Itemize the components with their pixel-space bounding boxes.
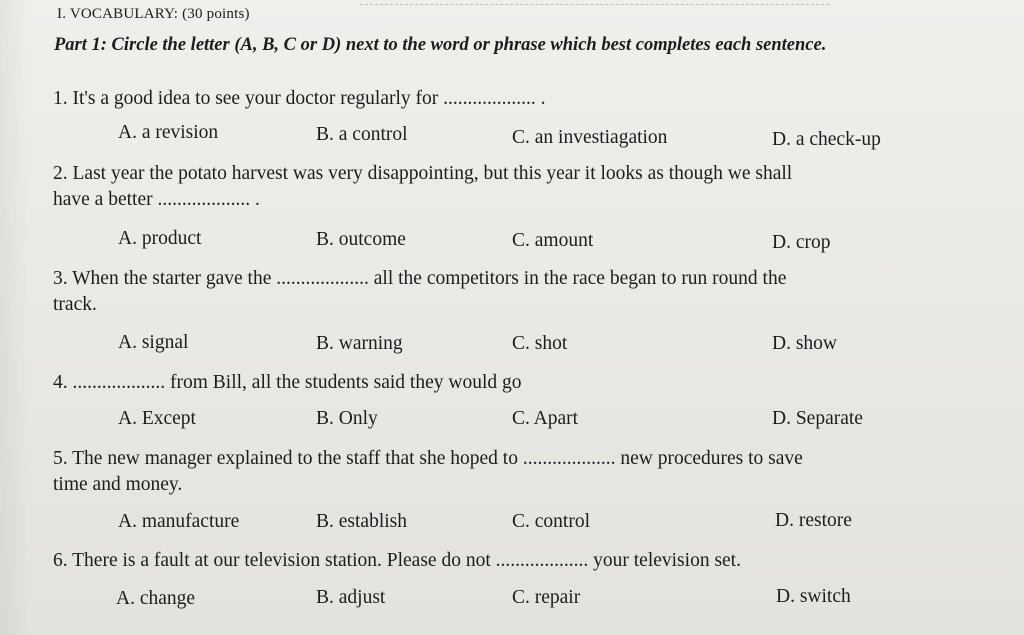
question-6-line-1: 6. There is a fault at our television station. Please do not ................... your television set. <box>53 550 741 571</box>
q2-option-b[interactable]: B. outcome <box>316 229 406 250</box>
question-6 <box>53 548 983 574</box>
q6-option-c[interactable]: C. repair <box>512 587 581 608</box>
question-3-line-1: 3. When the starter gave the ................... all the competitors in the race began to run round the <box>53 268 787 289</box>
question-4 <box>53 370 983 396</box>
question-5-line-2: time and money. <box>53 474 183 495</box>
q3-option-d[interactable]: D. show <box>772 333 838 354</box>
q3-option-c[interactable]: C. shot <box>512 333 568 354</box>
q6-option-b[interactable]: B. adjust <box>316 587 386 608</box>
q5-option-c[interactable]: C. control <box>512 511 590 532</box>
q4-option-d[interactable]: D. Separate <box>772 408 863 429</box>
q3-option-b[interactable]: B. warning <box>316 333 403 354</box>
question-2 <box>53 161 983 213</box>
q2-option-c[interactable]: C. amount <box>512 230 594 251</box>
q1-option-d[interactable]: D. a check-up <box>772 129 881 150</box>
q5-option-b[interactable]: B. establish <box>316 511 407 532</box>
question-4-line-1: 4. ................... from Bill, all the students said they would go <box>53 372 522 393</box>
q2-option-a[interactable]: A. product <box>118 228 202 249</box>
q5-option-d[interactable]: D. restore <box>775 510 852 531</box>
question-5 <box>53 446 983 498</box>
section-title: I. VOCABULARY: (30 points) <box>57 6 250 22</box>
question-3-line-2: track. <box>53 294 97 315</box>
q4-option-c[interactable]: C. Apart <box>512 408 579 429</box>
question-5-line-1: 5. The new manager explained to the staff that she hoped to ................... new procedures to save <box>53 448 803 469</box>
question-1-line-1: 1. It's a good idea to see your doctor regularly for ................... . <box>53 88 546 109</box>
q6-option-a[interactable]: A. change <box>116 588 196 609</box>
q6-option-d[interactable]: D. switch <box>776 586 851 607</box>
q1-option-c[interactable]: C. an investiagation <box>512 127 668 148</box>
q1-option-b[interactable]: B. a control <box>316 124 408 145</box>
q4-option-a[interactable]: A. Except <box>118 408 196 429</box>
q3-option-a[interactable]: A. signal <box>118 332 189 353</box>
question-2-line-1: 2. Last year the potato harvest was very disappointing, but this year it looks as though we shall <box>53 163 793 184</box>
page-shadow <box>0 0 30 635</box>
q1-option-a[interactable]: A. a revision <box>118 122 219 143</box>
question-3 <box>53 266 983 318</box>
question-2-line-2: have a better ................... . <box>53 189 260 210</box>
q4-option-b[interactable]: B. Only <box>316 408 378 429</box>
q5-option-a[interactable]: A. manufacture <box>118 511 240 532</box>
q2-option-d[interactable]: D. crop <box>772 232 831 253</box>
question-1 <box>53 86 983 112</box>
top-dashed-rule <box>360 4 829 5</box>
part-instructions: Part 1: Circle the letter (A, B, C or D) next to the word or phrase which best completes each sentence. <box>54 35 827 55</box>
